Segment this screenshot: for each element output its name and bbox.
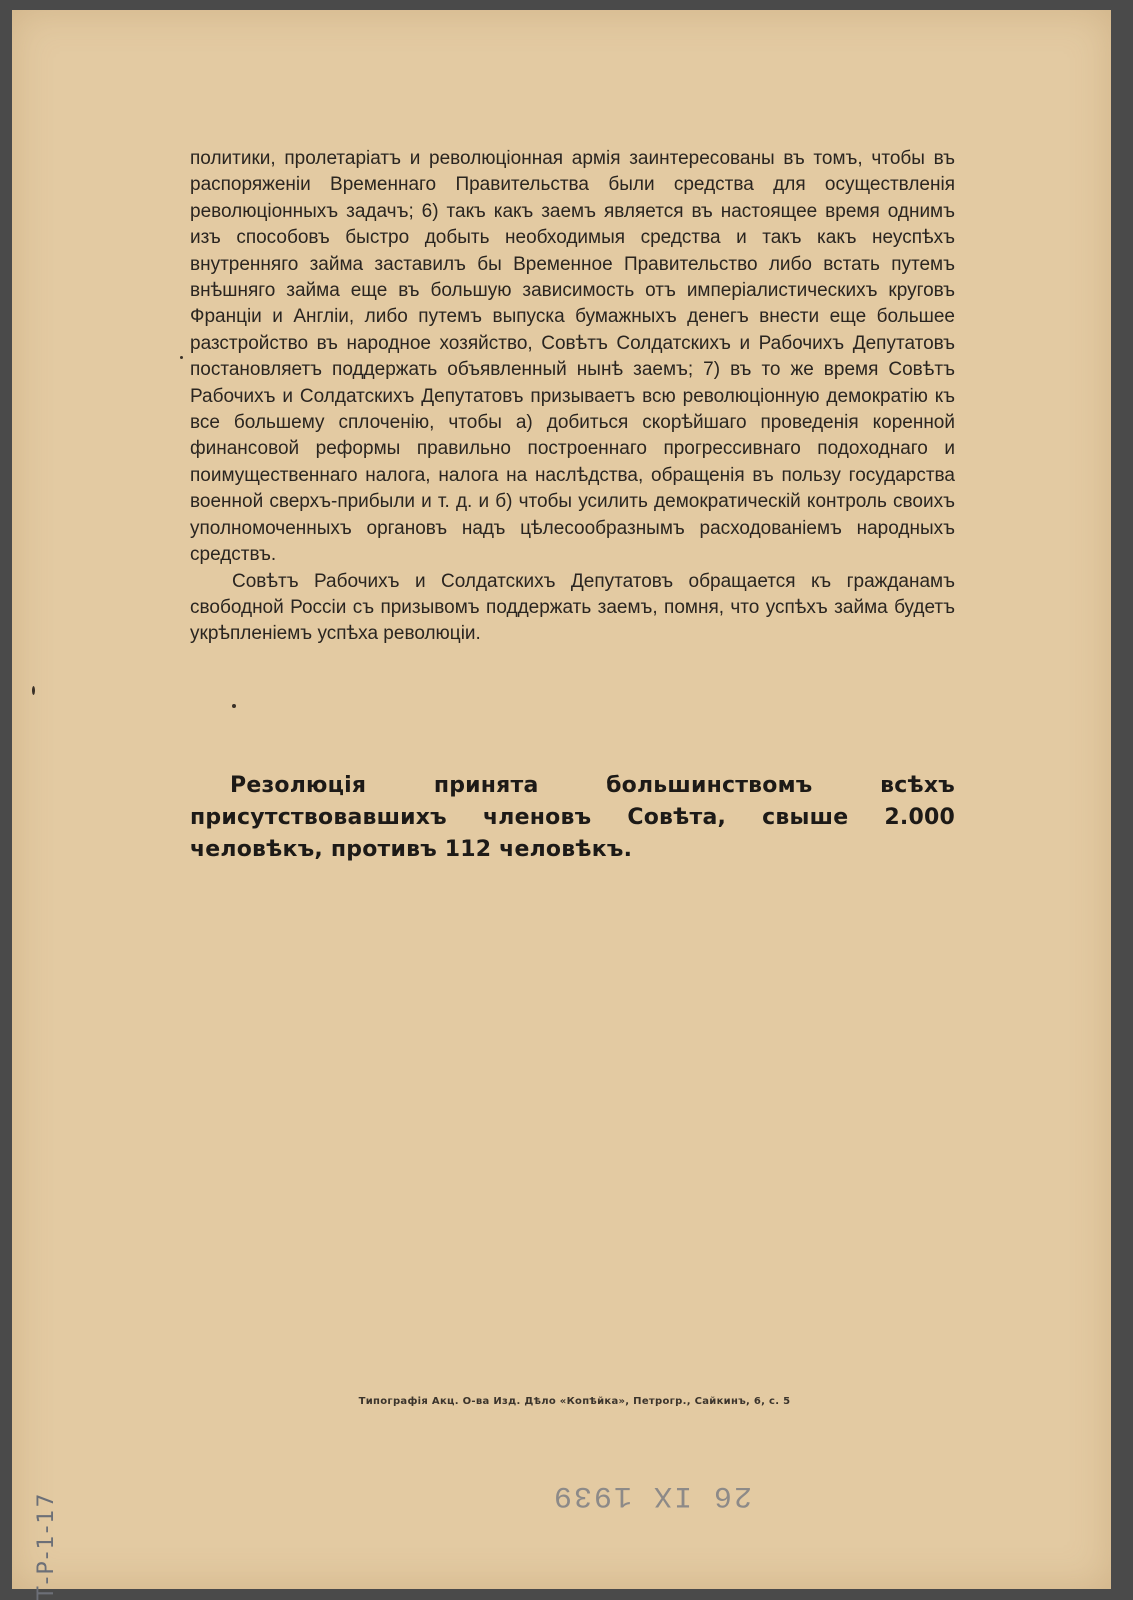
date-stamp: 26 IX 1939	[552, 1478, 753, 1512]
paragraph-1: политики, пролетаріатъ и революціонная армія заинтересованы въ томъ, чтобы въ распоряженіи Временнаго Правительства были средства для осуществленія революціонныхъ задачъ; 6) такъ какъ заемъ является въ настоящее время однимъ изъ способовъ быстро добыть необходимыя средства и такъ какъ неуспѣхъ внутренняго займа заставилъ бы Временное Правительство либо встать путемъ внѣшняго займа еще въ большую зависимость отъ имперіалистическихъ круговъ Франціи и Англіи, либо путемъ выпуска бумажныхъ денегъ внести еще большее разстройство въ народное хозяйство, Совѣтъ Солдатскихъ и Рабочихъ Депутатовъ постановляетъ поддержать объявленный нынѣ заемъ; 7) въ то же время Совѣтъ Рабочихъ и Солдатскихъ Депутатовъ призываетъ всю революціонную демократію къ все большему сплоченію, чтобы а) добиться скорѣйшаго проведенія коренной финансовой реформы правильно построеннаго прогрессивнаго подоходнаго и поимущественнаго налога, налога на наслѣдства, обращенія въ пользу государства военной сверхъ-прибыли и т. д. и б) чтобы усилить демократическій контроль своихъ уполномоченныхъ органовъ надъ цѣлесообразнымъ расходованіемъ народныхъ средствъ.	[190, 148, 955, 566]
ink-speck	[232, 704, 236, 708]
paragraph-2: Совѣтъ Рабочихъ и Солдатскихъ Депутатовъ обращается къ гражданамъ свободной Россіи съ призывомъ поддержать заемъ, помня, что успѣхъ займа будетъ укрѣпленіемъ успѣха революціи.	[190, 570, 955, 645]
ink-speck	[180, 356, 183, 359]
document-page	[12, 10, 1111, 1600]
archive-code: Т-Р-1-17	[34, 1491, 59, 1600]
resolution-statement	[190, 770, 955, 866]
document-body	[190, 146, 955, 648]
resolution-text: Резолюція принята большинствомъ всѣхъ присутствовавшихъ членовъ Совѣта, свыше 2.000 человѣкъ, противъ 112 человѣкъ.	[190, 773, 955, 862]
ink-speck	[32, 686, 35, 695]
printer-imprint: Типографія Акц. О-ва Изд. Дѣло «Копѣйка», Петрогр., Сайкинъ, 6, с. 5	[358, 1396, 791, 1407]
